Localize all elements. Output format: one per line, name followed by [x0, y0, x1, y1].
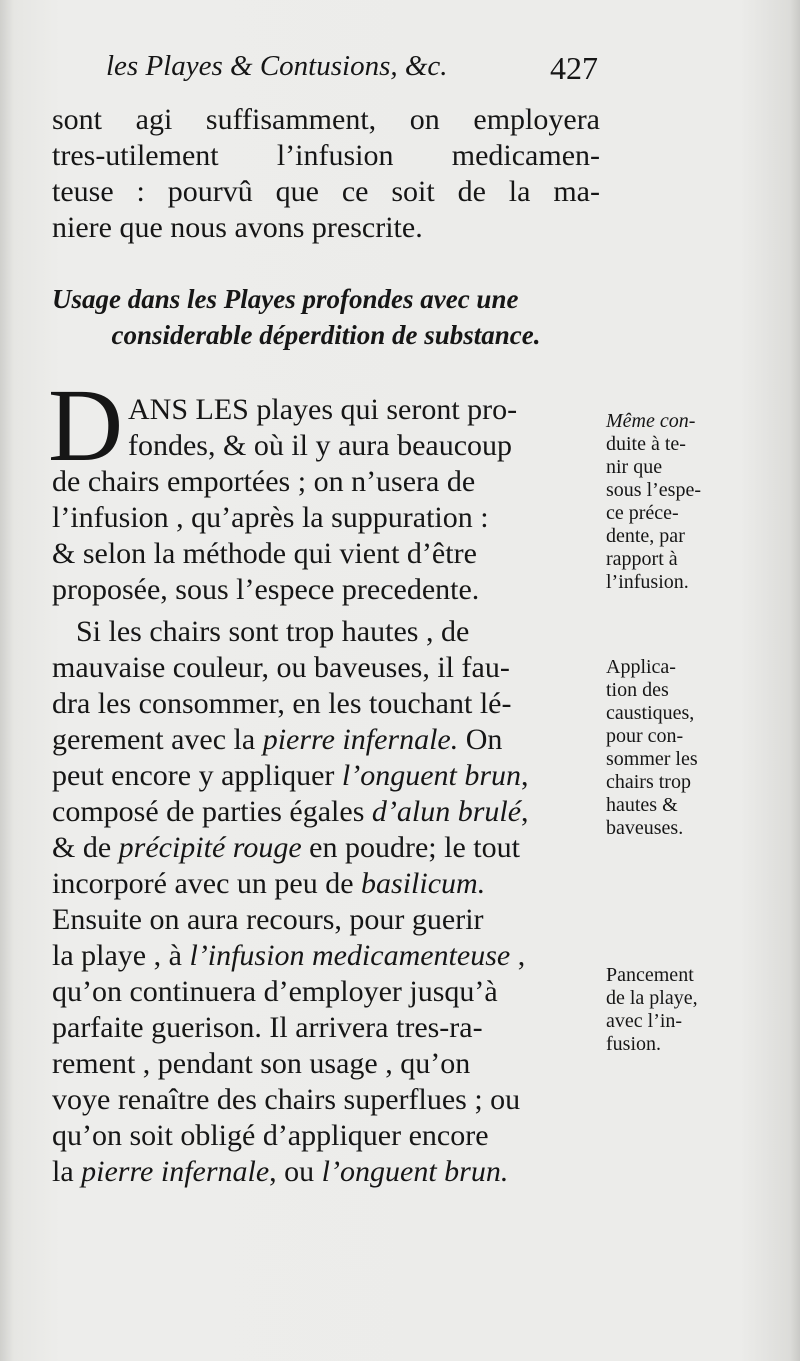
text-line: proposée, sous l’espece precedente.: [52, 573, 480, 606]
line-text: ,: [517, 939, 526, 972]
line-text: , ou: [269, 1155, 315, 1188]
margin-note-line: sommer les: [606, 748, 698, 770]
running-title: les Playes & Contusions, &c.: [106, 50, 448, 82]
text-line: [52, 866, 485, 902]
margin-note-line: avec l’in-: [606, 1010, 683, 1032]
text-line: sont agi suffisamment, on employera: [52, 103, 600, 136]
text-line: qu’on continuera d’employer jusqu’à: [52, 975, 498, 1008]
margin-note-line: ce préce-: [606, 502, 679, 524]
line-text: On: [465, 723, 503, 756]
margin-note-line: baveuses.: [606, 817, 684, 839]
margin-note-line: rapport à: [606, 548, 678, 570]
italic-term: basilicum.: [361, 867, 486, 900]
text-line: [52, 830, 520, 866]
small-caps-opening: ANS LES: [128, 393, 249, 426]
italic-term: l’onguent brun.: [321, 1155, 509, 1188]
text-line: [52, 758, 529, 794]
line-text: & de: [52, 831, 112, 864]
italic-term: pierre infernale.: [262, 723, 459, 756]
line-text: la: [52, 1155, 74, 1188]
margin-note-line: hautes &: [606, 794, 678, 816]
margin-note-line: Même con-: [606, 410, 696, 432]
line-text: ,: [521, 759, 529, 792]
margin-note-line: de la playe,: [606, 987, 698, 1009]
line-text: gerement avec la: [52, 723, 256, 756]
italic-term: l’infusion medicamenteuse: [189, 939, 511, 972]
page-header: [50, 50, 598, 96]
text-line: mauvaise couleur, ou baveuses, il fau-: [52, 651, 510, 684]
text-line: qu’on soit obligé d’appliquer encore: [52, 1119, 489, 1152]
line-text: composé de parties égales: [52, 795, 365, 828]
text-line: dra les consommer, en les touchant lé-: [52, 687, 512, 720]
text-line: Si les chairs sont trop hautes , de: [76, 615, 470, 648]
margin-note-conduct: [606, 410, 756, 594]
text-line: tres-utilement l’infusion medicamen-: [52, 139, 600, 172]
margin-note-line: l’infusion.: [606, 571, 689, 593]
line-text: playes qui seront pro-: [256, 393, 518, 426]
margin-note-line: duite à te-: [606, 433, 686, 455]
line-text: peut encore y appliquer: [52, 759, 335, 792]
margin-note-line: tion des: [606, 679, 669, 701]
text-line: voye renaître des chairs superflues ; ou: [52, 1083, 521, 1116]
text-line: [52, 938, 525, 974]
text-line: teuse : pourvû que ce soit de la ma-: [52, 175, 600, 208]
italic-term: précipité rouge: [118, 831, 302, 864]
line-text: ,: [521, 795, 529, 828]
page-number: 427: [550, 50, 598, 86]
italic-term: l’onguent brun: [341, 759, 522, 792]
section-heading-line: considerable déperdition de substance.: [111, 320, 541, 350]
margin-note-line: pour con-: [606, 725, 684, 747]
italic-term: d’alun brulé: [371, 795, 522, 828]
text-line: rement , pendant son usage , qu’on: [52, 1047, 471, 1080]
margin-note-line: dente, par: [606, 525, 685, 547]
margin-note-line: fusion.: [606, 1033, 661, 1055]
text-line: [128, 392, 600, 428]
text-line: & selon la méthode qui vient d’être: [52, 537, 477, 570]
margin-note-line: Applica-: [606, 656, 676, 678]
line-text: incorporé avec un peu de: [52, 867, 354, 900]
text-line: [52, 1154, 508, 1190]
text-line: [52, 794, 529, 830]
margin-note-line: sous l’espe-: [606, 479, 701, 501]
margin-note-line: Pancement: [606, 964, 694, 986]
section-heading-line: Usage dans les Playes profondes avec une: [52, 284, 519, 314]
line-text: en poudre; le tout: [309, 831, 520, 864]
italic-term: pierre infernale: [81, 1155, 270, 1188]
text-line: de chairs emportées ; on n’usera de: [52, 465, 476, 498]
margin-note-line: chairs trop: [606, 771, 691, 793]
text-line: fondes, & où il y aura beaucoup: [128, 429, 513, 462]
line-text: la playe , à: [52, 939, 182, 972]
margin-note-line: caustiques,: [606, 702, 695, 724]
text-line: parfaite guerison. Il arrivera tres-ra-: [52, 1011, 483, 1044]
text-line: Ensuite on aura recours, pour guerir: [52, 903, 484, 936]
text-line: niere que nous avons prescrite.: [52, 211, 423, 244]
text-line: l’infusion , qu’après la suppuration :: [52, 501, 489, 534]
margin-note-line: nir que: [606, 456, 663, 478]
margin-note-dressing: [606, 964, 756, 1056]
margin-note-caustics: [606, 656, 756, 840]
drop-cap: D: [48, 368, 124, 483]
text-line: [52, 722, 502, 758]
